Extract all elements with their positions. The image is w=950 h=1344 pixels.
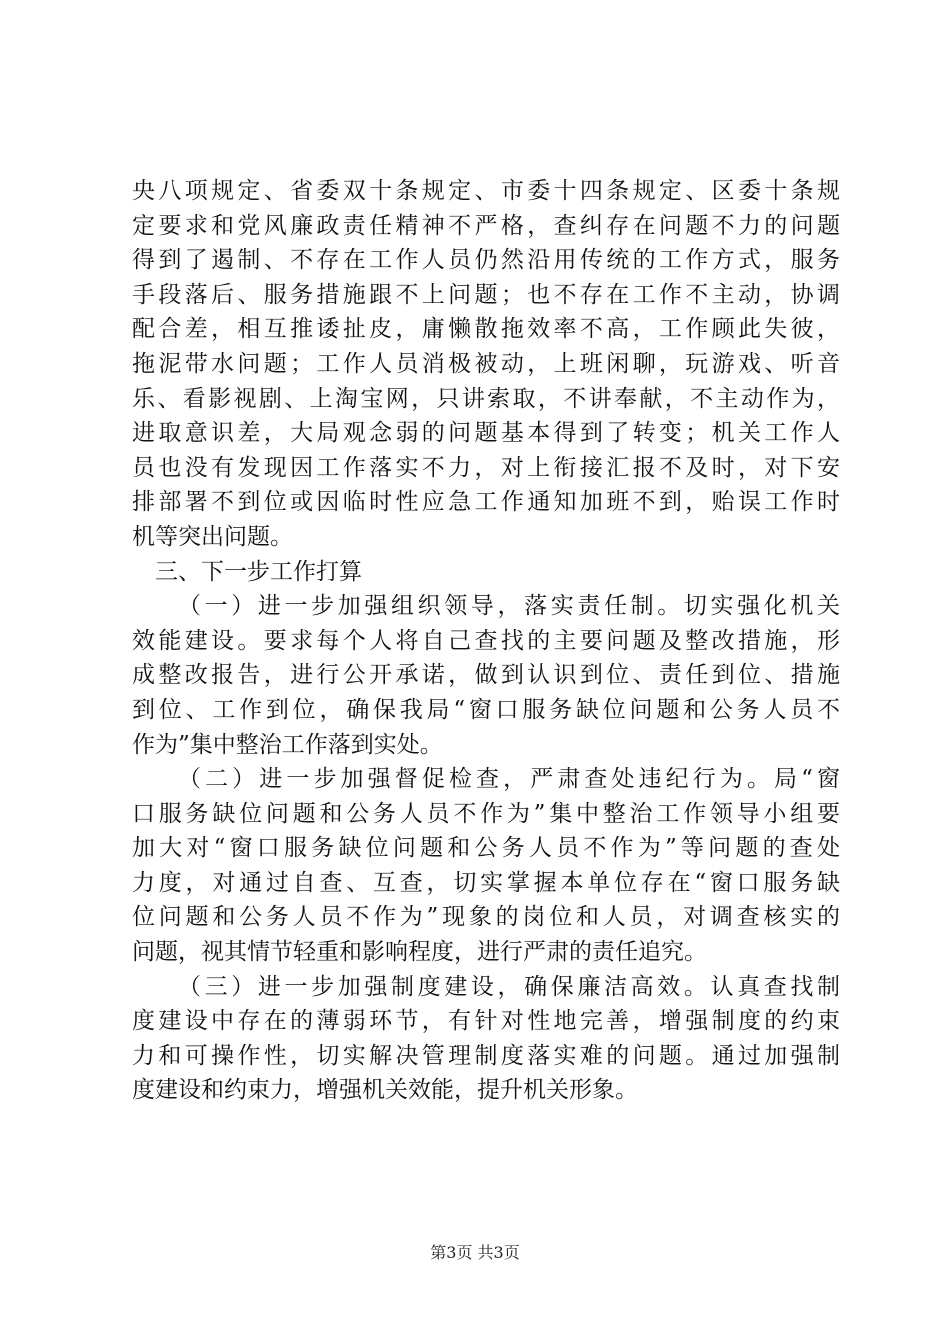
text-line: 配合差，相互推诿扯皮，庸懒散拖效率不高，工作顾此失彼， — [132, 316, 840, 343]
text-line: 问题，视其情节轻重和影响程度，进行严肃的责任追究。 — [132, 939, 707, 966]
text-line: 力和可操作性，切实解决管理制度落实难的问题。通过加强制 — [132, 1042, 840, 1069]
text-line: 作为”集中整治工作落到实处。 — [132, 731, 443, 758]
text-line: 拖泥带水问题；工作人员消极被动，上班闲聊，玩游戏、听音 — [132, 350, 840, 377]
text-line: 度建设中存在的薄弱环节，有针对性地完善，增强制度的约束 — [132, 1008, 840, 1035]
text-line: 加大对“窗口服务缺位问题和公务人员不作为”等问题的查处 — [132, 835, 840, 862]
text-line: 得到了遏制、不存在工作人员仍然沿用传统的工作方式，服务 — [132, 247, 840, 274]
text-line: （三）进一步加强制度建设，确保廉洁高效。认真查找制 — [178, 973, 840, 1000]
text-line: 三、下一步工作打算 — [155, 558, 362, 585]
text-line: 机等突出问题。 — [132, 523, 293, 550]
text-line: 央八项规定、省委双十条规定、市委十四条规定、区委十条规 — [132, 178, 840, 204]
text-line: 效能建设。要求每个人将自己查找的主要问题及整改措施，形 — [132, 627, 840, 654]
text-line: 到位、工作到位，确保我局“窗口服务缺位问题和公务人员不 — [132, 696, 840, 723]
text-line: 排部署不到位或因临时性应急工作通知加班不到，贻误工作时 — [132, 489, 840, 516]
text-line: 手段落后、服务措施跟不上问题；也不存在工作不主动，协调 — [132, 281, 840, 308]
text-line: 度建设和约束力，增强机关效能，提升机关形象。 — [132, 1077, 638, 1104]
text-line: （二）进一步加强督促检查，严肃查处违纪行为。局“窗 — [178, 766, 840, 793]
text-line: 进取意识差，大局观念弱的问题基本得到了转变；机关工作人 — [132, 420, 840, 447]
text-line: 员也没有发现因工作落实不力，对上衔接汇报不及时，对下安 — [132, 454, 840, 481]
document-body — [132, 174, 840, 1108]
text-line: 力度，对通过自查、互查，切实掌握本单位存在“窗口服务缺 — [132, 869, 840, 896]
text-line: 位问题和公务人员不作为”现象的岗位和人员，对调查核实的 — [132, 904, 840, 931]
text-line: （一）进一步加强组织领导，落实责任制。切实强化机关 — [178, 593, 840, 620]
page-number-footer: 第3页 共3页 — [430, 1243, 520, 1262]
text-line: 乐、看影视剧、上淘宝网，只讲索取，不讲奉献，不主动作为， — [132, 385, 840, 412]
text-line: 成整改报告，进行公开承诺，做到认识到位、责任到位、措施 — [132, 662, 840, 689]
text-line: 定要求和党风廉政责任精神不严格，查纠存在问题不力的问题 — [132, 212, 840, 239]
text-line: 口服务缺位问题和公务人员不作为”集中整治工作领导小组要 — [132, 800, 840, 827]
